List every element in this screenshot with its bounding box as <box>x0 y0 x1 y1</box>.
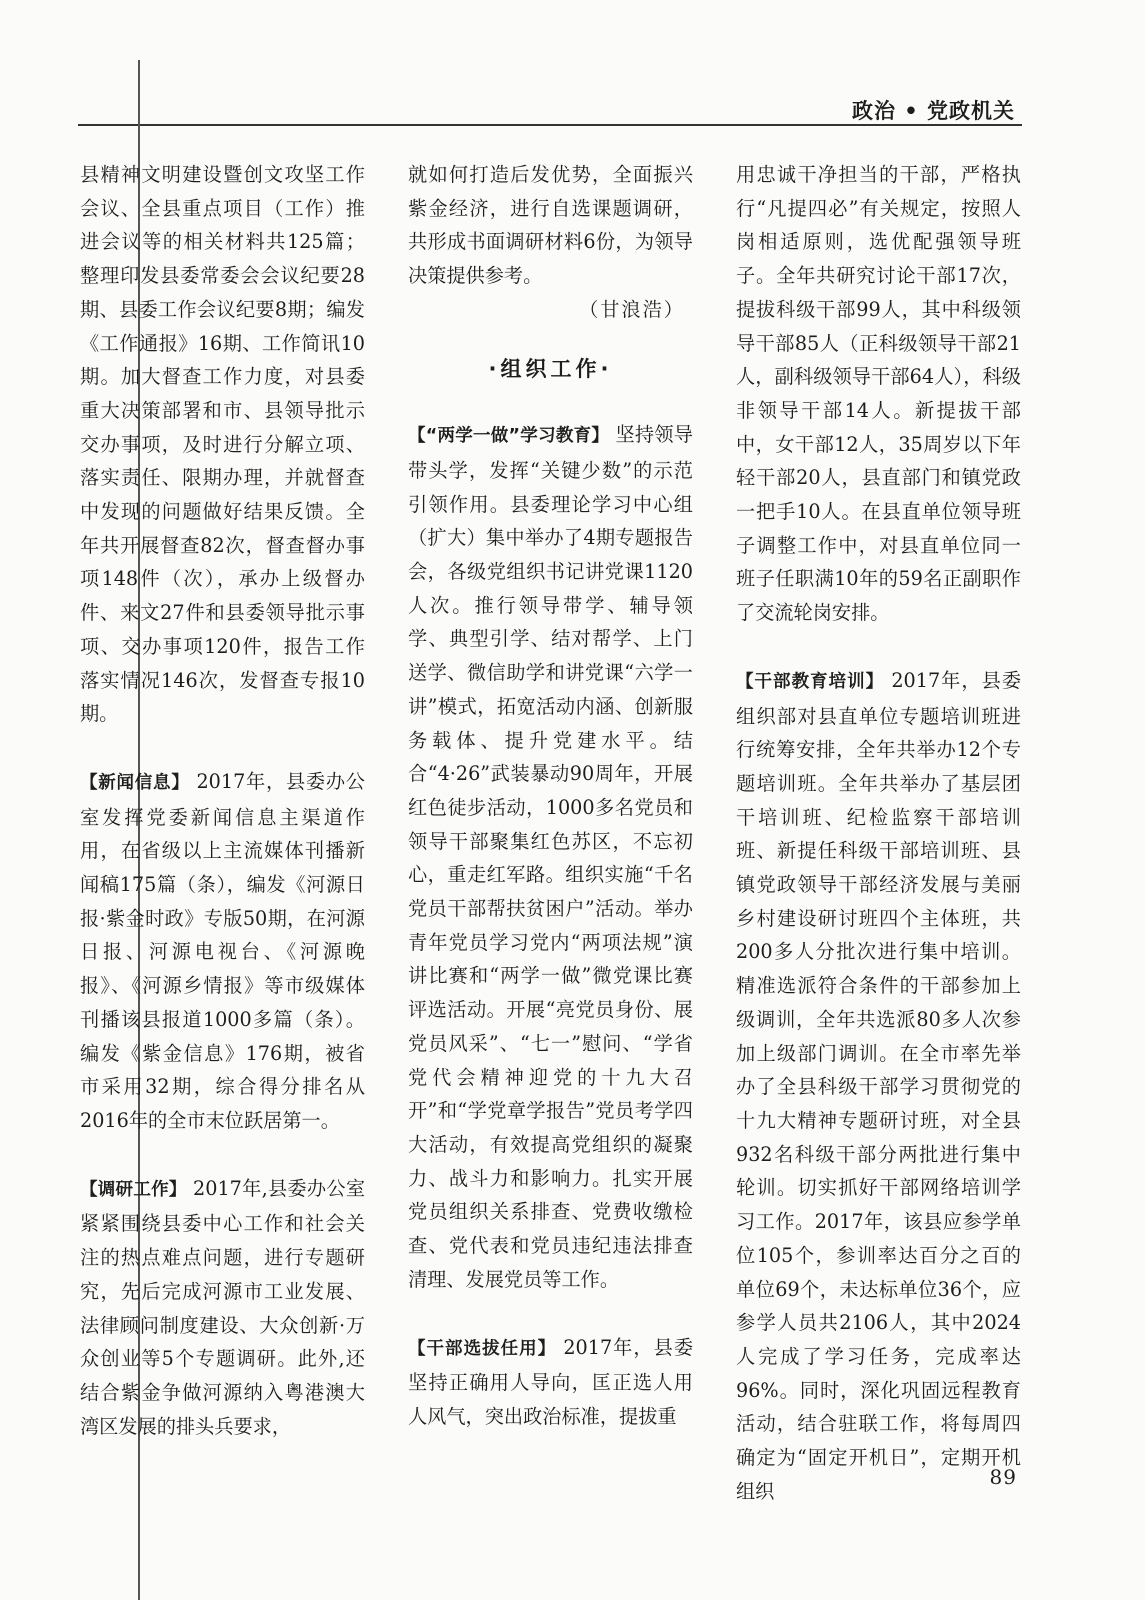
paragraph-gap <box>408 1297 693 1331</box>
paragraph-text: 县精神文明建设暨创文攻坚工作会议、全县重点项目（工作）推进会议等的相关材料共125篇；整理印发县委常委会会议纪要28期、县委工作会议纪要8期；编发《工作通报》16期、工作简讯10期。加大督查工作力度，对县委重大决策部署和市、县领导批示交办事项，及时进行分解立项、落实责任、限期办理，并就督查中发现的问题做好结果反馈。全年共开展督查82次，督查督办事项148件（次），承办上级督办件、来文27件和县委领导批示事项、交办事项120件，报告工作落实情况146次，发督查专报10期。 <box>80 163 365 726</box>
author-credit: （甘浪浩） <box>579 297 685 321</box>
paragraph-heading: 【新闻信息】 <box>80 772 190 793</box>
paragraph-text: 2017年，县委办公室发挥党委新闻信息主渠道作用，在省级以上主流媒体刊播新闻稿175篇（条），编发《河源日报·紫金时政》专版50期，在河源日报、河源电视台、《河源晚报》、《河源乡情报》等市级媒体刊播该县报道1000多篇（条）。编发《紫金信息》176期，被省市采用32期，综合得分排名从2016年的全市末位跃居第一。 <box>80 769 365 1132</box>
paragraph-cadre-selection-cont <box>736 158 1021 630</box>
paragraph-gap <box>736 630 1021 664</box>
paragraph-research <box>80 1172 365 1444</box>
paragraph-cadre-training <box>736 664 1021 1509</box>
paragraph-heading: 【调研工作】 <box>80 1179 187 1200</box>
page-number: 89 <box>989 1465 1017 1489</box>
paragraph-heading: 【干部教育培训】 <box>736 671 885 692</box>
paragraph-text: 2017年,县委办公室紧紧围绕县委中心工作和社会关注的热点难点问题，进行专题研究，先后完成河源市工业发展、法律顾问制度建设、大众创新·万众创业等5个专题调研。此外,还结合紫金争做河源纳入粤港澳大湾区发展的排头兵要求， <box>80 1176 366 1438</box>
paragraph-gap <box>80 1138 365 1172</box>
text-column-3 <box>736 158 1021 1508</box>
section-header-title: 政治 • 党政机关 <box>851 99 1015 123</box>
text-column-1 <box>80 158 365 1443</box>
paragraph-two-studies <box>408 418 693 1296</box>
text-column-2 <box>408 158 693 1434</box>
paragraph-text: 坚持领导带头学，发挥“关键少数”的示范引领作用。县委理论学习中心组（扩大）集中举办了4期专题报告会，各级党组织书记讲党课1120人次。推行领导带学、辅导领学、典型引学、结对帮学、上门送学、微信助学和讲党课“六学一讲”模式，拓宽活动内涵、创新服务载体、提升党建水平。结合“4·26”武装暴动90周年，开展红色徒步活动，1000多名党员和领导干部聚集红色苏区，不忘初心，重走红军路。组织实施“千名党员干部帮扶贫困户”活动。举办青年党员学习党内“两项法规”演讲比赛和“两学一做”微党课比赛评选活动。开展“亮党员身份、展党员风采”、“七一”慰问、“学省党代会精神迎党的十九大召开”和“学党章学报告”党员考学四大活动，有效提高党组织的凝聚力、战斗力和影响力。扎实开展党员组织关系排查、党费收缴检查、党代表和党员违纪违法排查清理、发展党员等工作。 <box>408 423 693 1291</box>
paragraph-text: 用忠诚干净担当的干部，严格执行“凡提四必”有关规定，按照人岗相适原则，选优配强领导班子。全年共研究讨论干部17次，提拔科级干部99人，其中科级领导干部85人（正科级领导干部21人，副科级领导干部64人），科级非领导干部14人。新提拔干部中，女干部12人，35周岁以下年轻干部20人，县直部门和镇党政一把手10人。在县直单位领导班子调整工作中，对县直单位同一班子任职满10年的59名正副职作了交流轮岗安排。 <box>736 163 1021 625</box>
paragraph-heading: 【“两学一做”学习教育】 <box>408 426 610 447</box>
paragraph-text: 2017年，县委坚持正确用人导向，匡正选人用人风气，突出政治标准，提拔重 <box>408 1335 694 1428</box>
paragraph-news-info <box>80 765 365 1138</box>
section-title: ·组织工作· <box>488 356 613 381</box>
paragraph-supervision <box>80 158 365 731</box>
paragraph-text: 2017年，县委组织部对县直单位专题培训班进行统筹安排，全年共举办12个专题培训班。全年共举办了基层团干培训班、纪检监察干部培训班、新提任科级干部培训班、县镇党政领导干部经济发展与美丽乡村建设研讨班四个主体班，共200多人分批次进行集中培训。精准选派符合条件的干部参加上级调训，全年共选派80多人次参加上级部门调训。在全市率先举办了全县科级干部学习贯彻党的十九大精神专题研讨班，对全县932名科级干部分两批进行集中轮训。切实抓好干部网络培训学习工作。2017年，该县应参学单位105个，参训率达百分之百的单位69个，未达标单位36个，应参学人员共2106人，其中2024人完成了学习任务，完成率达96%。同时，深化巩固远程教育活动，结合驻联工作，将每周四确定为“固定开机日”，定期开机组织 <box>736 668 1022 1503</box>
paragraph-cadre-selection <box>408 1331 693 1434</box>
paragraph-gap <box>80 731 365 765</box>
paragraph-heading: 【干部选拔任用】 <box>408 1338 557 1359</box>
paragraph-text: 就如何打造后发优势，全面振兴紫金经济，进行自选课题调研，共形成书面调研材料6份，为领导决策提供参考。 <box>408 163 693 288</box>
header-rule <box>78 124 1022 126</box>
paragraph-research-cont <box>408 158 693 293</box>
